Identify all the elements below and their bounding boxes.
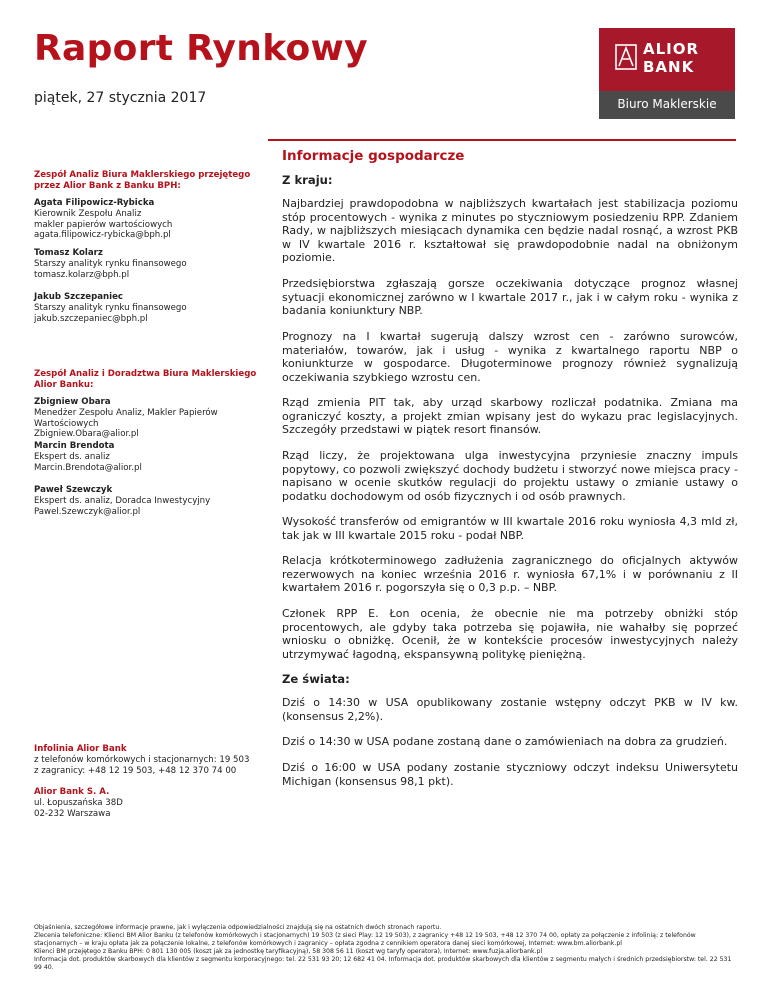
hotline-line: z zagranicy: +48 12 19 503, +48 12 370 74 00 [34, 765, 237, 776]
analyst-name: Tomasz Kolarz [34, 248, 103, 258]
analyst-email: agata.filipowicz-rybicka@bph.pl [34, 230, 171, 241]
analyst-card [34, 198, 260, 241]
analyst-name: Marcin Brendota [34, 441, 115, 451]
analyst-card [34, 397, 260, 440]
world-paragraph: Dziś o 14:30 w USA podane zostaną dane o zamówieniach na dobra za grudzień. [282, 735, 728, 748]
news-paragraph: Prognozy na I kwartał sugerują dalszy wzrost cen - zarówno surowców, materiałów, towarów, jak i usług - wynika z kwartalnego raportu NBP o koniunkturze w gospodarce. Długoterminowe prognozy również sygnalizują oczekiwania szybkiego wzrostu cen. [282, 330, 738, 384]
team1-heading: Zespół Analiz Biura Maklerskiego przejętego przez Alior Bank z Banku BPH: [34, 170, 251, 191]
analyst-card [34, 292, 260, 324]
alior-bank-logo [599, 28, 735, 119]
analyst-name: Agata Filipowicz-Rybicka [34, 198, 155, 208]
team1-block [34, 170, 260, 192]
report-date: piątek, 27 stycznia 2017 [34, 90, 207, 106]
analyst-card [34, 248, 260, 280]
hotline-heading: Infolinia Alior Bank [34, 744, 127, 754]
news-paragraph: Członek RPP E. Łon ocenia, że obecnie nie ma potrzeby obniżki stóp procentowych, ale gdyby taka potrzeba się pojawiła, nie wahałby się poprzeć wniosku o obniżkę. Ocenił, że w kontekście procesów inwestycyjnych należy utrzymywać łagodną, ekspansywną politykę pieniężną. [282, 607, 738, 661]
section-divider [268, 139, 736, 141]
address-block [34, 787, 260, 819]
logo-band [599, 91, 735, 119]
analyst-name: Zbigniew Obara [34, 397, 111, 407]
analyst-email: Marcin.Brendota@alior.pl [34, 462, 142, 473]
analyst-role: Kierownik Zespołu Analiz [34, 208, 142, 219]
analyst-card [34, 485, 260, 517]
analyst-role-extra: makler papierów wartościowych [34, 219, 173, 230]
footer-line: Zlecenia telefoniczne: Klienci BM Alior Banku (z telefonów komórkowych i stacjonarnych) 19 503 (z sieci Play: 12 19 503), z zagranicy +48 12 19 503, +48 12 370 74 00, opłaty za połączenie z infolinią: z telefonów stacjonarnych – w kraju opłata jak za połączenie lokalne, z telefonów komórkowych i zagranicy – opłata zgodna z cennikiem operatora danej sieci komórkowej, Internet: www.bm.aliorbank.pl [34, 932, 696, 948]
alior-logo-icon [615, 44, 637, 70]
analyst-role: Ekspert ds. analiz [34, 451, 110, 462]
logo-line1: ALIOR [643, 40, 700, 58]
report-title: Raport Rynkowy [34, 28, 368, 69]
world-paragraph: Dziś o 14:30 w USA opublikowany zostanie wstępny odczyt PKB w IV kw. (konsensus 2,2%). [282, 696, 738, 723]
footer-line: Informacja dot. produktów skarbowych dla klientów z segmentu korporacyjnego: tel. 22 531 93 20; 12 682 41 04. Informacja dot. produktów skarbowych dla klientów z segmentu małych i średnich przedsiębiorstw: tel. 22 531 99 40. [34, 956, 732, 972]
news-paragraph: Najbardziej prawdopodobna w najbliższych kwartałach jest stabilizacja poziomu stóp procentowych - wynika z minutes po styczniowym posiedzeniu RPP. Zdaniem Rady, w najbliższych miesiącach dynamika cen będzie nadal rosnąć, a wzrost PKB w IV kwartale 2016 r. kształtował się prawdopodobnie nadal na obniżonym poziomie. [282, 197, 738, 265]
footer-line: Objaśnienia, szczegółowe informacje prawne, jak i wyłączenia odpowiedzialności znajdują się na ostatnich dwóch stronach raportu. [34, 924, 442, 931]
logo-line2: BANK [643, 58, 695, 76]
news-paragraph: Wysokość transferów od emigrantów w III kwartale 2016 roku wyniosła 4,3 mld zł, tak jak w III kwartale 2015 roku - podał NBP. [282, 515, 738, 542]
analyst-email: Zbigniew.Obara@alior.pl [34, 429, 139, 440]
world-heading: Ze świata: [282, 672, 350, 686]
news-paragraph: Rząd liczy, że projektowana ulga inwestycyjna przyniesie znaczny impuls popytowy, co pozwoli zwiększyć dochody budżetu i stworzyć nowe miejsca pracy - napisano w ocenie skutków regulacji do projektu ustawy o zmianie ustawy o podatku dochodowym od osób fizycznych i od osób prawnych. [282, 449, 738, 503]
team2-heading: Zespół Analiz i Doradztwa Biura Maklerskiego Alior Banku: [34, 369, 257, 390]
world-paragraph: Dziś o 16:00 w USA podany zostanie styczniowy odczyt indeksu Uniwersytetu Michigan (konsensus 98,1 pkt). [282, 761, 738, 788]
analyst-email: tomasz.kolarz@bph.pl [34, 269, 130, 280]
analyst-role: Starszy analityk rynku finansowego [34, 258, 187, 269]
team2-block [34, 369, 260, 391]
logo-subtitle: Biuro Maklerskie [617, 97, 717, 111]
analyst-role: Starszy analityk rynku finansowego [34, 302, 187, 313]
news-paragraph: Relacja krótkoterminowego zadłużenia zagranicznego do oficjalnych aktywów rezerwowych na koniec września 2016 r. wyniosła 67,1% i w porównaniu z II kwartałem 2016 r. pogorszyła się o 0,3 p.p. – NBP. [282, 554, 738, 595]
analyst-email: jakub.szczepaniec@bph.pl [34, 313, 148, 324]
analyst-email: Pawel.Szewczyk@alior.pl [34, 506, 141, 517]
analyst-role: Ekspert ds. analiz, Doradca Inwestycyjny [34, 495, 211, 506]
address-heading: Alior Bank S. A. [34, 787, 110, 797]
news-paragraph: Przedsiębiorstwa zgłaszają gorsze oczekiwania dotyczące prognoz własnej sytuacji ekonomicznej zarówno w I kwartale 2017 r., jak i w całym roku - wynika z badania koniunktury NBP. [282, 277, 738, 318]
domestic-heading: Z kraju: [282, 173, 333, 187]
footer-line: Klienci BM przejętego z Banku BPH: 0 801 130 005 (koszt jak za jednostkę taryfikacyjną), 58 308 56 11 (koszt wg taryfy operatora), Internet: www.fuzja.aliorbank.pl [34, 948, 543, 956]
section-title: Informacje gospodarcze [282, 148, 465, 164]
footer-disclaimer [34, 924, 736, 973]
address-street: ul. Łopuszańska 38D [34, 797, 123, 808]
news-paragraph: Rząd zmienia PIT tak, aby urząd skarbowy rozliczał podatnika. Zmiana ma ograniczyć koszty, a projekt zmian wpisany jest do wykazu prac legislacyjnych. Szczegóły przedstawi w piątek resort finansów. [282, 396, 738, 437]
analyst-name: Paweł Szewczyk [34, 485, 113, 495]
hotline-line: z telefonów komórkowych i stacjonarnych: 19 503 [34, 754, 250, 765]
analyst-name: Jakub Szczepaniec [34, 292, 124, 302]
address-city: 02-232 Warszawa [34, 808, 111, 819]
analyst-role: Menedżer Zespołu Analiz, Makler Papierów Wartościowych [34, 407, 218, 429]
analyst-card [34, 441, 260, 473]
hotline-block [34, 744, 260, 776]
